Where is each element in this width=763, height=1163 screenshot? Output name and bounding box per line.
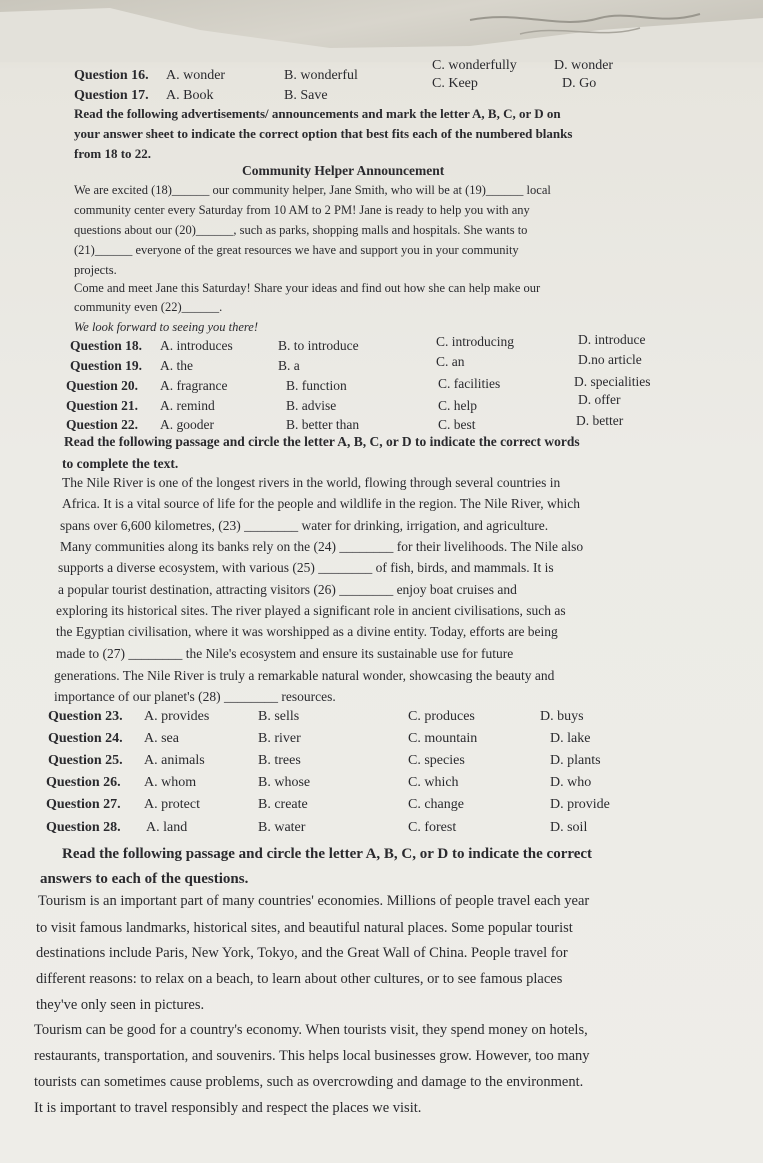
option-a[interactable]: A. Book xyxy=(166,88,214,103)
option-b[interactable]: B. sells xyxy=(258,709,300,724)
question-label: Question 18. xyxy=(70,338,143,353)
passage-line: destinations include Paris, New York, Tokyo, and the Great Wall of China. People travel for xyxy=(36,945,568,961)
passage-line: a popular tourist destination, attracting visitors (26) ________ enjoy boat cruises and xyxy=(58,582,517,597)
option-b[interactable]: B. Save xyxy=(284,88,328,103)
passage-line: supports a diverse ecosystem, with various (25) ________ of fish, birds, and mammals. It is xyxy=(58,560,554,575)
option-b[interactable]: B. to introduce xyxy=(278,338,359,353)
option-d[interactable]: D. plants xyxy=(550,753,601,768)
passage-line: to visit famous landmarks, historical sites, and beautiful natural places. Some popular tourist xyxy=(36,920,573,936)
option-b[interactable]: B. wonderful xyxy=(284,68,358,83)
announcement-line: We are excited (18)______ our community helper, Jane Smith, who will be at (19)______ local xyxy=(74,183,551,197)
option-d[interactable]: D. offer xyxy=(578,392,621,407)
question-label: Question 23. xyxy=(48,709,123,724)
passage-line: they've only seen in pictures. xyxy=(36,997,205,1013)
option-c[interactable]: C. species xyxy=(408,753,465,768)
option-a[interactable]: A. wonder xyxy=(166,68,226,83)
option-a[interactable]: A. the xyxy=(160,358,193,373)
announcement-line: community even (22)______. xyxy=(74,300,223,314)
option-a[interactable]: A. fragrance xyxy=(160,378,228,393)
option-c[interactable]: C. help xyxy=(438,398,477,413)
option-d[interactable]: D. better xyxy=(576,413,624,428)
announcement-line: (21)______ everyone of the great resources we have and support you in your community xyxy=(74,243,519,257)
paper-edge-graphic xyxy=(0,0,763,62)
instruction-line: your answer sheet to indicate the correct option that best fits each of the numbered blanks xyxy=(74,126,573,141)
option-c[interactable]: C. Keep xyxy=(432,76,478,91)
question-label: Question 28. xyxy=(46,820,121,835)
option-b[interactable]: B. a xyxy=(278,358,300,373)
question-label: Question 27. xyxy=(46,797,121,812)
question-label: Question 22. xyxy=(66,417,139,432)
passage-line: generations. The Nile River is truly a remarkable natural wonder, showcasing the beauty and xyxy=(54,668,555,683)
passage-line: importance of our planet's (28) ________ resources. xyxy=(54,689,336,704)
option-c[interactable]: C. produces xyxy=(408,709,475,724)
announcement-line: Come and meet Jane this Saturday! Share your ideas and find out how she can help make our xyxy=(74,281,541,295)
option-d[interactable]: D. wonder xyxy=(554,58,614,73)
question-label: Question 24. xyxy=(48,731,123,746)
option-c[interactable]: C. introducing xyxy=(436,334,514,349)
passage-line: Many communities along its banks rely on the (24) ________ for their livelihoods. The Nile also xyxy=(60,539,584,554)
option-d[interactable]: D. provide xyxy=(550,797,610,812)
passage-line: Tourism can be good for a country's economy. When tourists visit, they spend money on hotels, xyxy=(34,1022,588,1038)
instruction-line: answers to each of the questions. xyxy=(40,871,249,887)
question-label: Question 21. xyxy=(66,398,139,413)
passage-line: restaurants, transportation, and souvenirs. This helps local businesses grow. However, too many xyxy=(34,1048,590,1064)
option-c[interactable]: C. an xyxy=(436,354,465,369)
instruction-line: from 18 to 22. xyxy=(74,146,152,161)
option-a[interactable]: A. provides xyxy=(144,709,210,724)
option-c[interactable]: C. which xyxy=(408,775,459,790)
question-label: Question 16. xyxy=(74,68,149,83)
question-label: Question 20. xyxy=(66,378,139,393)
option-a[interactable]: A. gooder xyxy=(160,417,214,432)
passage-line: It is important to travel responsibly and respect the places we visit. xyxy=(34,1100,422,1116)
passage-line: exploring its historical sites. The river played a significant role in ancient civilisations, such as xyxy=(56,603,566,618)
option-a[interactable]: A. introduces xyxy=(160,338,233,353)
question-label: Question 19. xyxy=(70,358,143,373)
option-c[interactable]: C. forest xyxy=(408,820,457,835)
passage-line: made to (27) ________ the Nile's ecosystem and ensure its sustainable use for future xyxy=(56,646,514,661)
instruction-line: Read the following advertisements/ announcements and mark the letter A, B, C, or D on xyxy=(74,106,561,121)
option-d[interactable]: D. soil xyxy=(550,820,588,835)
option-b[interactable]: B. function xyxy=(286,378,347,393)
instruction-line: Read the following passage and circle the letter A, B, C, or D to indicate the correct words xyxy=(64,434,580,449)
announcement-line: questions about our (20)______, such as parks, shopping malls and hospitals. She wants to xyxy=(74,223,528,237)
option-a[interactable]: A. whom xyxy=(144,775,197,790)
option-c[interactable]: C. mountain xyxy=(408,731,478,746)
passage-line: Africa. It is a vital source of life for the people and wildlife in the region. The Nile River, which xyxy=(62,496,581,511)
passage-line: the Egyptian civilisation, where it was worshipped as a divine entity. Today, efforts are being xyxy=(56,624,558,639)
option-d[interactable]: D. Go xyxy=(562,76,597,91)
option-a[interactable]: A. protect xyxy=(144,797,200,812)
option-b[interactable]: B. better than xyxy=(286,417,360,432)
announcement-line: We look forward to seeing you there! xyxy=(74,320,258,334)
announcement-line: projects. xyxy=(74,263,117,277)
announcement-title: Community Helper Announcement xyxy=(242,163,445,178)
option-d[interactable]: D. buys xyxy=(540,709,584,724)
option-b[interactable]: B. river xyxy=(258,731,301,746)
question-label: Question 17. xyxy=(74,88,149,103)
option-b[interactable]: B. trees xyxy=(258,753,301,768)
option-b[interactable]: B. create xyxy=(258,797,308,812)
passage-line: spans over 6,600 kilometres, (23) ________ water for drinking, irrigation, and agriculture. xyxy=(60,518,549,533)
passage-line: tourists can sometimes cause problems, such as overcrowding and damage to the environment. xyxy=(34,1074,584,1090)
option-a[interactable]: A. animals xyxy=(144,753,205,768)
option-d[interactable]: D. specialities xyxy=(574,374,651,389)
option-d[interactable]: D. who xyxy=(550,775,592,790)
instruction-line: Read the following passage and circle the letter A, B, C, or D to indicate the correct xyxy=(62,846,593,862)
option-a[interactable]: A. remind xyxy=(160,398,215,413)
option-d[interactable]: D. lake xyxy=(550,731,591,746)
option-d[interactable]: D.no article xyxy=(578,352,642,367)
option-a[interactable]: A. sea xyxy=(144,731,179,746)
folded-paper-edge xyxy=(0,0,763,62)
announcement-line: community center every Saturday from 10 AM to 2 PM! Jane is ready to help you with any xyxy=(74,203,530,217)
option-c[interactable]: C. facilities xyxy=(438,376,501,391)
option-b[interactable]: B. advise xyxy=(286,398,337,413)
option-b[interactable]: B. whose xyxy=(258,775,311,790)
passage-line: different reasons: to relax on a beach, to learn about other cultures, or to see famous places xyxy=(36,971,563,987)
option-b[interactable]: B. water xyxy=(258,820,306,835)
option-c[interactable]: C. best xyxy=(438,417,476,432)
passage-line: The Nile River is one of the longest rivers in the world, flowing through several countries in xyxy=(62,475,561,490)
option-c[interactable]: C. wonderfully xyxy=(432,58,517,73)
option-c[interactable]: C. change xyxy=(408,797,464,812)
question-label: Question 25. xyxy=(48,753,123,768)
option-a[interactable]: A. land xyxy=(146,820,188,835)
instruction-line: to complete the text. xyxy=(62,456,179,471)
question-label: Question 26. xyxy=(46,775,121,790)
option-d[interactable]: D. introduce xyxy=(578,332,646,347)
passage-line: Tourism is an important part of many countries' economies. Millions of people travel each year xyxy=(38,893,590,909)
